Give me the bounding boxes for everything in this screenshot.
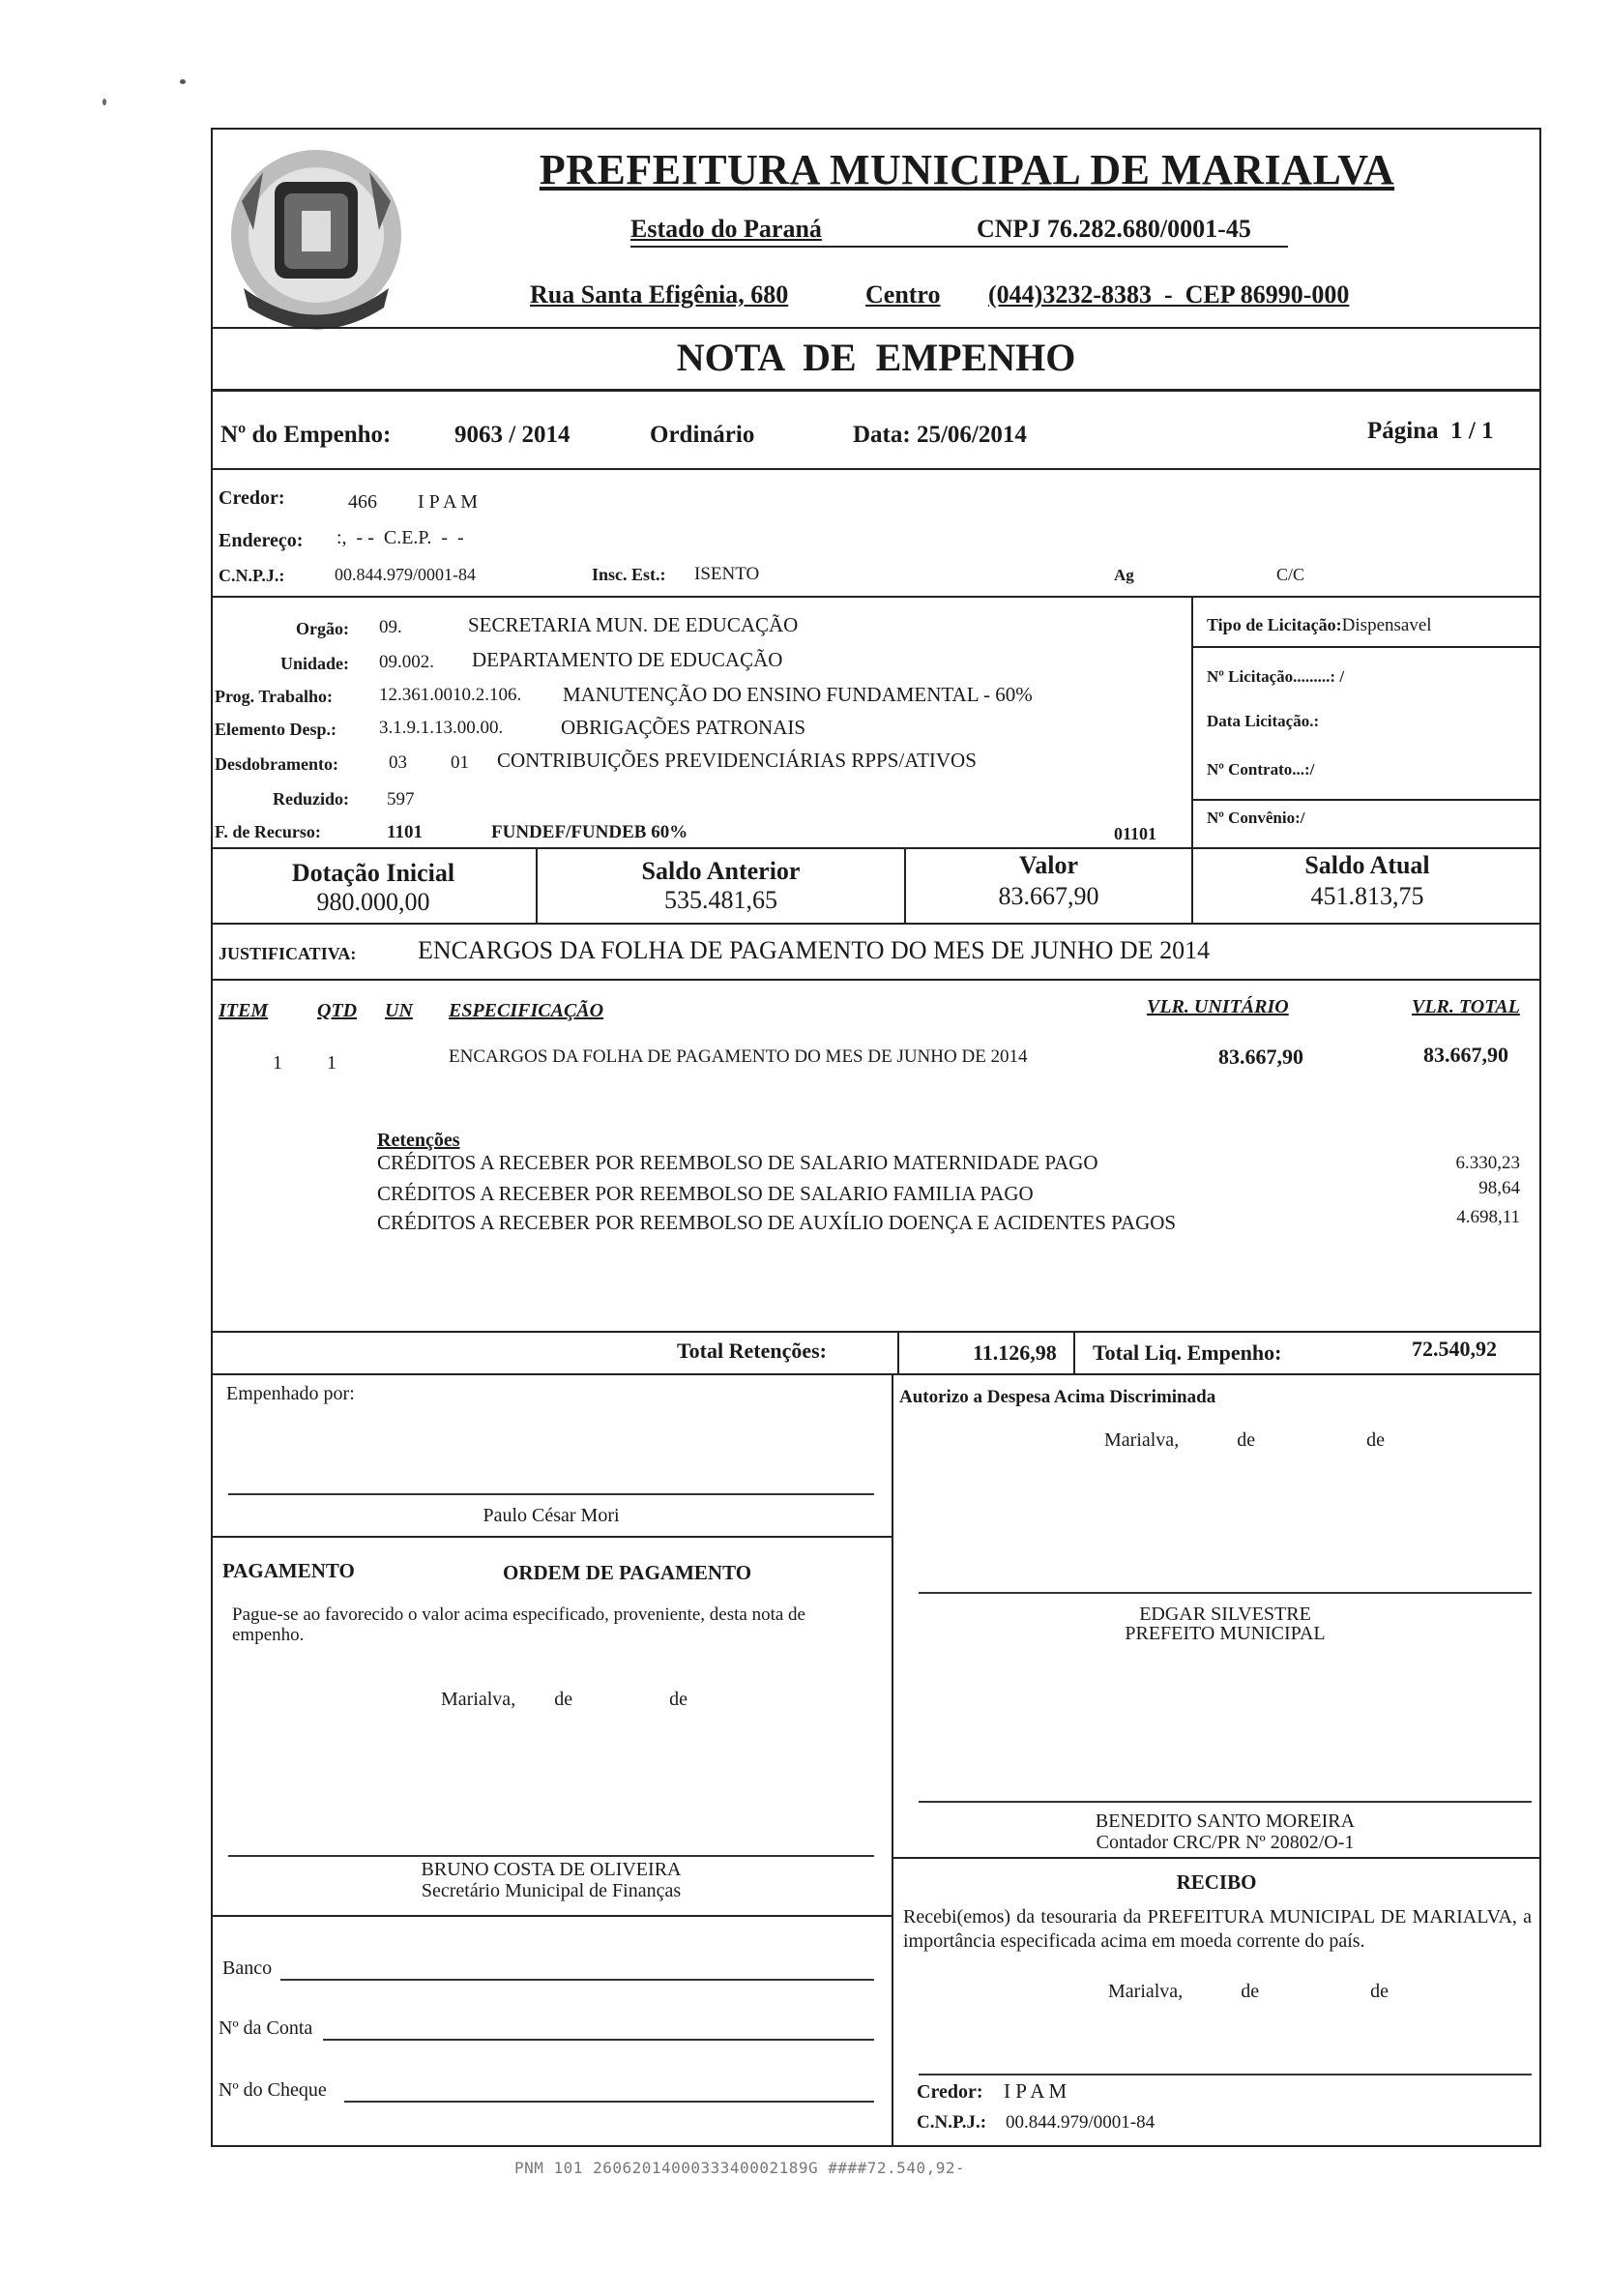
recibo-local-data: Marialva, de de xyxy=(1108,1981,1389,2002)
conta-label: Nº da Conta xyxy=(219,2017,313,2039)
recibo-cnpj-label: C.N.P.J.: xyxy=(917,2112,987,2133)
recibo-credor-label: Credor: xyxy=(917,2081,983,2103)
divider xyxy=(1191,596,1193,849)
divider xyxy=(211,979,1541,981)
signature-line xyxy=(228,1855,874,1857)
col-item: ITEM xyxy=(219,1000,269,1021)
document-title: NOTA DE EMPENHO xyxy=(676,336,1076,379)
empenhador-name: Paulo César Mori xyxy=(483,1505,620,1526)
item-vlr-total: 83.667,90 xyxy=(1423,1043,1508,1067)
item-especificacao: ENCARGOS DA FOLHA DE PAGAMENTO DO MES DE JUNHO DE 2014 xyxy=(449,1046,1028,1067)
header-cnpj: CNPJ 76.282.680/0001-45 xyxy=(977,215,1251,243)
item-vlr-unitario: 83.667,90 xyxy=(1218,1045,1303,1069)
saldo-atual-label: Saldo Atual xyxy=(1304,851,1430,879)
prog-label: Prog. Trabalho: xyxy=(215,687,334,706)
banco-label: Banco xyxy=(222,1957,273,1979)
endereco-value: :, - - C.E.P. - - xyxy=(336,527,464,548)
header-phone-cep: (044)3232-8383 - CEP 86990-000 xyxy=(988,280,1350,309)
credor-cnpj-label: C.N.P.J.: xyxy=(219,566,285,585)
autorizo-local-data: Marialva, de de xyxy=(1104,1429,1385,1451)
header-underline xyxy=(630,246,1288,248)
col-vlr-total: VLR. TOTAL xyxy=(1412,996,1520,1017)
credor-label: Credor: xyxy=(219,487,285,509)
recurso-cod: 01101 xyxy=(1114,824,1157,843)
total-retencoes-value: 11.126,98 xyxy=(973,1340,1057,1365)
pague-se-text: Pague-se ao favorecido o valor acima especificado, proveniente, desta nota de empenho. xyxy=(232,1604,805,1645)
desdobramento-label: Desdobramento: xyxy=(215,754,338,774)
signature-line xyxy=(919,1592,1532,1594)
cheque-field[interactable] xyxy=(344,2101,874,2103)
unidade-label: Unidade: xyxy=(280,654,350,673)
page-number: Página 1 / 1 xyxy=(1367,418,1494,444)
header-district: Centro xyxy=(865,280,941,309)
pagamento-local-data: Marialva, de de xyxy=(441,1689,687,1710)
item-number: 1 xyxy=(273,1052,282,1074)
header-address: Rua Santa Efigênia, 680 xyxy=(530,280,789,309)
conta-field[interactable] xyxy=(323,2039,874,2041)
unidade-code: 09.002. xyxy=(379,652,434,672)
credor-name: I P A M xyxy=(418,491,479,513)
recurso-label: F. de Recurso: xyxy=(215,822,321,841)
recurso-desc: FUNDEF/FUNDEB 60% xyxy=(491,822,688,842)
orgao-label: Orgão: xyxy=(296,619,349,638)
total-liquido-label: Total Liq. Empenho: xyxy=(1093,1340,1282,1365)
licitacao-numero: Nº Licitação.........: / xyxy=(1207,667,1345,686)
signature-line xyxy=(919,1801,1532,1803)
divider xyxy=(211,1373,1541,1375)
reduzido-value: 597 xyxy=(387,789,415,809)
retencao-valor: 4.698,11 xyxy=(1456,1207,1520,1227)
licitacao-convenio: Nº Convênio:/ xyxy=(1207,809,1305,827)
tipo-licitacao-label: Tipo de Licitação: xyxy=(1207,615,1342,634)
desdobramento-a: 03 xyxy=(389,752,407,773)
recibo-label: RECIBO xyxy=(1176,1870,1257,1894)
credor-code: 466 xyxy=(348,491,377,513)
reduzido-label: Reduzido: xyxy=(273,789,350,809)
licitacao-data: Data Licitação.: xyxy=(1207,712,1320,730)
orgao-code: 09. xyxy=(379,617,402,637)
insc-value: ISENTO xyxy=(694,564,760,584)
col-vlr-unitario: VLR. UNITÁRIO xyxy=(1147,996,1289,1017)
retencoes-label: Retenções xyxy=(377,1130,460,1151)
divider xyxy=(211,1331,1541,1333)
banco-field[interactable] xyxy=(280,1979,874,1981)
empenho-type: Ordinário xyxy=(650,422,755,448)
elemento-label: Elemento Desp.: xyxy=(215,720,336,739)
divider xyxy=(211,1915,893,1917)
retencao-desc: CRÉDITOS A RECEBER POR REEMBOLSO DE AUXÍLIO DOENÇA E ACIDENTES PAGOS xyxy=(377,1211,1177,1234)
licitacao-contrato: Nº Contrato...:/ xyxy=(1207,760,1315,779)
unidade-desc: DEPARTAMENTO DE EDUCAÇÃO xyxy=(472,648,783,671)
divider xyxy=(211,327,1541,329)
divider xyxy=(211,596,1541,598)
divider xyxy=(892,1373,893,2147)
saldo-anterior-value: 535.481,65 xyxy=(664,886,777,914)
divider xyxy=(211,847,1541,849)
secretario-name: BRUNO COSTA DE OLIVEIRA xyxy=(421,1859,682,1880)
scan-mark xyxy=(102,99,106,105)
autorizo-label: Autorizo a Despesa Acima Discriminada xyxy=(899,1387,1216,1407)
retencao-valor: 98,64 xyxy=(1478,1178,1520,1198)
scan-mark xyxy=(180,79,186,84)
elemento-code: 3.1.9.1.13.00.00. xyxy=(379,718,504,738)
footer-code: PNM 101 2606201400033340002189G ####72.540,92- xyxy=(514,2159,966,2177)
recibo-credor-name: I P A M xyxy=(1004,2079,1068,2103)
contador-cargo: Contador CRC/PR Nº 20802/O-1 xyxy=(1096,1832,1355,1853)
ordem-pagamento-label: ORDEM DE PAGAMENTO xyxy=(503,1561,752,1584)
signature-line xyxy=(919,2074,1532,2075)
tipo-licitacao xyxy=(1207,615,1432,636)
prog-desc: MANUTENÇÃO DO ENSINO FUNDAMENTAL - 60% xyxy=(563,683,1033,706)
divider xyxy=(892,1857,1541,1859)
retencao-desc: CRÉDITOS A RECEBER POR REEMBOLSO DE SALARIO MATERNIDADE PAGO xyxy=(377,1151,1098,1174)
header-state: Estado do Paraná xyxy=(630,215,822,243)
divider xyxy=(1191,799,1541,801)
recurso-code: 1101 xyxy=(387,822,423,842)
empenho-number: 9063 / 2014 xyxy=(454,422,570,448)
empenho-date: Data: 25/06/2014 xyxy=(853,422,1027,448)
prefeito-name: EDGAR SILVESTRE xyxy=(1139,1604,1311,1625)
empenhado-por-label: Empenhado por: xyxy=(226,1383,355,1404)
divider xyxy=(211,468,1541,470)
signature-line xyxy=(228,1493,874,1495)
valor-label: Valor xyxy=(1018,851,1079,879)
recibo-cnpj: 00.844.979/0001-84 xyxy=(1006,2112,1156,2133)
divider xyxy=(897,1331,899,1373)
orgao-desc: SECRETARIA MUN. DE EDUCAÇÃO xyxy=(468,613,799,636)
endereco-label: Endereço: xyxy=(219,530,304,551)
credor-cnpj: 00.844.979/0001-84 xyxy=(335,565,476,584)
secretario-cargo: Secretário Municipal de Finanças xyxy=(421,1880,682,1901)
prefeito-cargo: PREFEITO MUNICIPAL xyxy=(1125,1623,1326,1644)
justificativa-label: JUSTIFICATIVA: xyxy=(219,944,357,963)
item-qtd: 1 xyxy=(327,1052,336,1074)
valor-value: 83.667,90 xyxy=(998,882,1099,910)
desdobramento-b: 01 xyxy=(451,752,469,773)
pagamento-label: PAGAMENTO xyxy=(222,1559,355,1582)
cheque-label: Nº do Cheque xyxy=(219,2079,327,2101)
tipo-licitacao-value: Dispensavel xyxy=(1341,615,1432,635)
retencao-desc: CRÉDITOS A RECEBER POR REEMBOLSO DE SALARIO FAMILIA PAGO xyxy=(377,1182,1034,1205)
header-title: PREFEITURA MUNICIPAL DE MARIALVA xyxy=(539,146,1395,193)
saldo-anterior-label: Saldo Anterior xyxy=(641,857,801,885)
divider xyxy=(211,923,1541,925)
insc-label: Insc. Est.: xyxy=(592,565,666,584)
total-retencoes-label: Total Retenções: xyxy=(677,1339,827,1363)
recibo-text: Recebi(emos) da tesouraria da PREFEITURA MUNICIPAL DE MARIALVA, a importância especificada acima em moeda corrente do país. xyxy=(903,1906,1532,1952)
empenho-number-label: Nº do Empenho: xyxy=(220,422,392,448)
col-qtd: QTD xyxy=(317,1000,358,1021)
contador-name: BENEDITO SANTO MOREIRA xyxy=(1095,1810,1356,1832)
elemento-desc: OBRIGAÇÕES PATRONAIS xyxy=(561,716,806,739)
divider xyxy=(211,389,1541,392)
dotacao-inicial-value: 980.000,00 xyxy=(316,888,430,916)
divider xyxy=(1191,646,1541,648)
retencao-valor: 6.330,23 xyxy=(1455,1153,1520,1173)
ag-label: Ag xyxy=(1114,566,1134,584)
dotacao-inicial-label: Dotação Inicial xyxy=(291,859,455,887)
coat-of-arms-icon xyxy=(224,143,408,337)
col-especificacao: ESPECIFICAÇÃO xyxy=(449,1000,604,1021)
total-liquido-value: 72.540,92 xyxy=(1412,1337,1497,1361)
col-un: UN xyxy=(385,1000,413,1021)
cc-label: C/C xyxy=(1276,565,1305,584)
desdobramento-desc: CONTRIBUIÇÕES PREVIDENCIÁRIAS RPPS/ATIVOS xyxy=(497,749,977,772)
prog-code: 12.361.0010.2.106. xyxy=(379,685,522,705)
divider xyxy=(1073,1331,1075,1373)
saldo-atual-value: 451.813,75 xyxy=(1310,882,1424,910)
justificativa-text: ENCARGOS DA FOLHA DE PAGAMENTO DO MES DE JUNHO DE 2014 xyxy=(418,936,1211,964)
divider xyxy=(211,1536,893,1538)
